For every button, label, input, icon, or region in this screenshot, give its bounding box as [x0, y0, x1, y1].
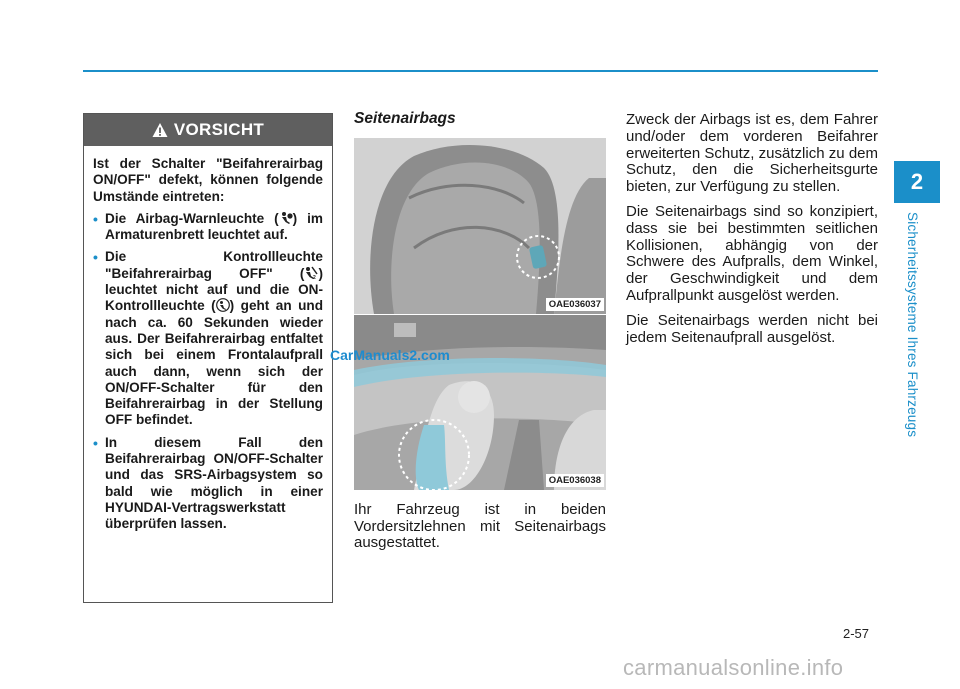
caution-bullet: • Die Airbag-Warnleuchte ( ) im Armaturenbrett leuchtet auf.: [93, 210, 323, 243]
figure-code: OAE036037: [546, 298, 604, 311]
bullet-text: Die Kontrollleuchte "Beifahrerairbag OFF" (: [105, 249, 323, 281]
footer-watermark[interactable]: carmanualsonline.info: [623, 655, 844, 680]
site-watermark[interactable]: CarManuals2.com: [330, 347, 450, 363]
deployment-illustration: [354, 315, 606, 490]
paragraph: Die Seitenairbags sind so konzipiert, dass sie bei bestimmten seitlichen Kollisionen, abhängig von der Schwere des Aufpralls, dem Winkel, der Geschwindigkeit und dem Aufprallpunkt ausgelöst werden.: [626, 202, 878, 304]
passenger-airbag-on-icon: [216, 298, 230, 312]
caution-box: [83, 113, 333, 603]
bullet-text: ) geht an und nach ca. 60 Sekunden wieder aus. Der Beifahrerairbag entfaltet sich bei einem Frontalaufprall auch dann, wenn sich der ON/OFF-Schalter für den Beifahrerairbag in der Stellung OFF befindet.: [105, 298, 324, 428]
warning-triangle-icon: [152, 122, 168, 138]
figure-code: OAE036038: [546, 474, 604, 487]
passenger-airbag-off-icon: [304, 266, 318, 280]
side-airbag-deployment-figure: [354, 315, 606, 490]
bullet-text: In diesem Fall den Beifahrerairbag ON/OFF-Schalter und das SRS-Airbagsystem so bald wie möglich in einer HYUNDAI-Vertragswerkstatt überprüfen lassen.: [105, 434, 323, 532]
chapter-title: Sicherheitssysteme Ihres Fahrzeugs: [905, 212, 920, 438]
seat-side-airbag-figure: [354, 138, 606, 314]
caution-header: [84, 114, 332, 146]
svg-text:2: 2: [313, 274, 317, 280]
right-column: [626, 112, 878, 354]
bullet-text: Die Airbag-Warnleuchte (: [105, 210, 279, 226]
caution-intro: Ist der Schalter "Beifahrerairbag ON/OFF" defekt, können folgende Umstände eintreten:: [93, 156, 323, 204]
page-number: 2-57: [843, 626, 870, 641]
section-title: Seitenairbags: [354, 110, 456, 127]
bullet-text: ) leuchtet nicht auf und die ON-Kontrollleuchte (: [105, 265, 323, 314]
seat-illustration: [354, 138, 606, 314]
top-rule: [83, 70, 878, 72]
caution-heading: VORSICHT: [173, 120, 265, 139]
airbag-warning-icon: [279, 211, 293, 225]
section-body: Ihr Fahrzeug ist in beiden Vordersitzlehnen mit Seitenairbags ausgestattet.: [354, 501, 606, 551]
caution-bullet: • In diesem Fall den Beifahrerairbag ON/OFF-Schalter und das SRS-Airbagsystem so bald wie möglich in einer HYUNDAI-Vertragswerkstatt überprüfen lassen.: [93, 434, 323, 532]
bullet-text: ) im Armaturenbrett leuchtet auf.: [105, 210, 323, 243]
paragraph: Die Seitenairbags werden nicht bei jedem Seitenaufprall ausgelöst.: [626, 311, 878, 346]
paragraph: Zweck der Airbags ist es, dem Fahrer und/oder dem vorderen Beifahrer erweiterten Schutz, zusätzlich zu dem Schutz, den die Sicherheitsgurte bieten, zur Verfügung zu stellen.: [626, 111, 878, 196]
caution-bullet: • Die Kontrollleuchte "Beifahrerairbag OFF" ( 2 ) leuchtet nicht auf und die ON-Kontrollleuchte ( ) geht an und nach ca. 60 Sekunden wieder aus. Der Beifahrerairbag entfaltet sich bei einem Frontalaufprall auch dann, wenn sich der ON/OFF-Schalter für den Beifahrerairbag in der Stellung OFF befindet.: [93, 249, 324, 428]
chapter-number-tab[interactable]: 2: [894, 161, 940, 203]
